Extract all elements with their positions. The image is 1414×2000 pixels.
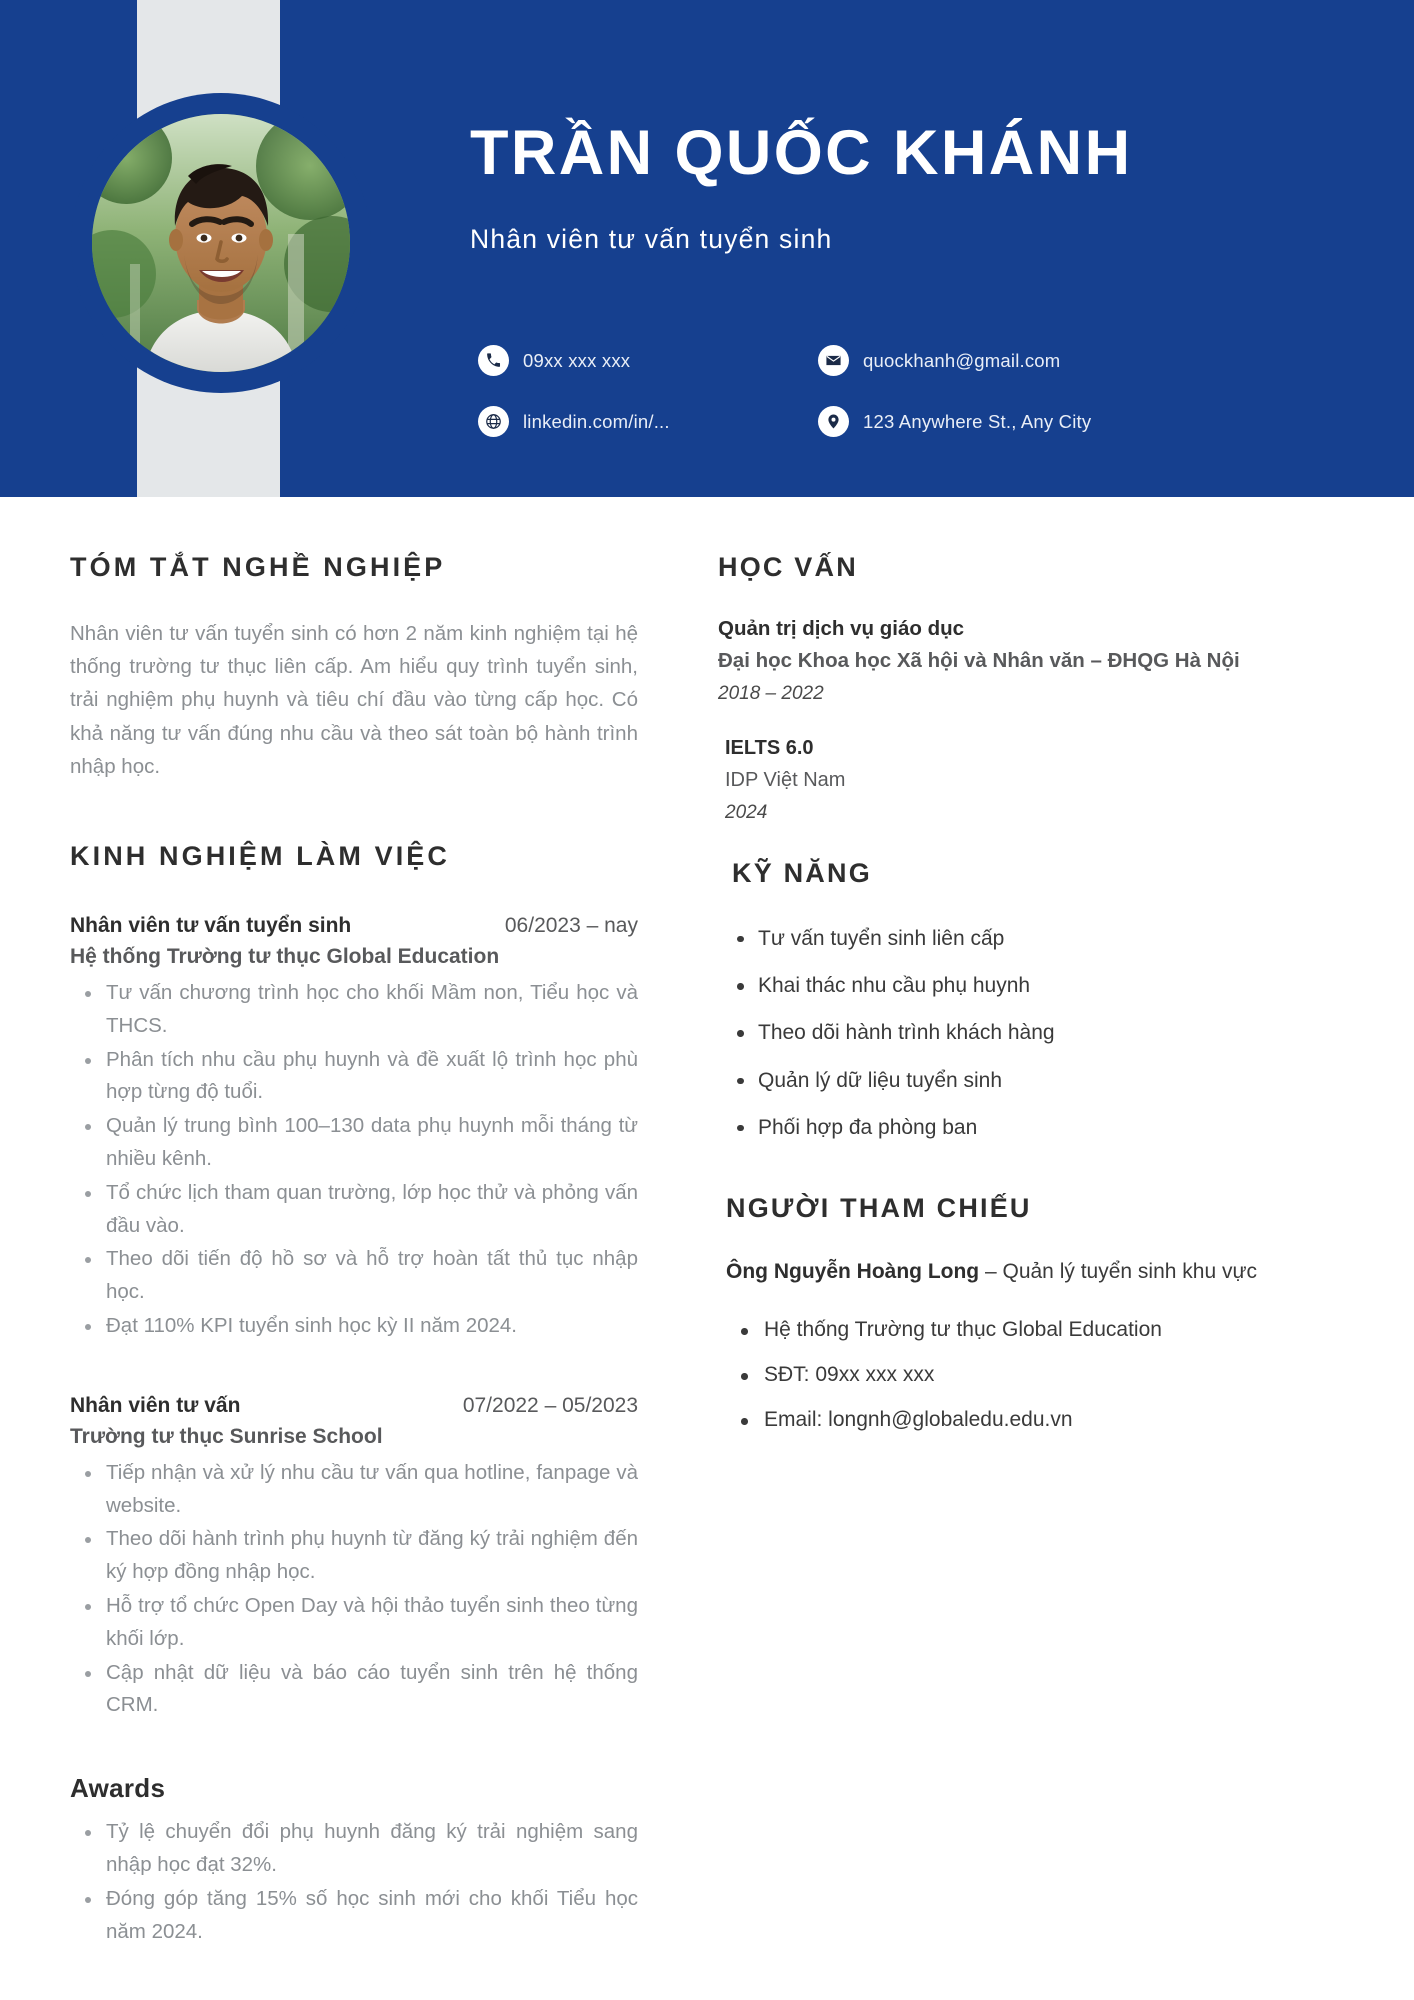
section-title-experience: KINH NGHIỆM LÀM VIỆC <box>70 841 451 872</box>
list-item: Tư vấn tuyển sinh liên cấp <box>758 915 1359 962</box>
list-item: Đóng góp tăng 15% số học sinh mới cho khối Tiểu học năm 2024. <box>104 1883 638 1949</box>
email-icon <box>818 345 849 376</box>
section-title-summary: TÓM TẮT NGHỀ NGHIỆP <box>70 552 446 582</box>
contact-phone[interactable] <box>478 345 818 376</box>
experience-organization: Trường tư thục Sunrise School <box>70 1424 383 1448</box>
profile-photo <box>92 114 350 372</box>
list-item: Quản lý trung bình 100–130 data phụ huynh mỗi tháng từ nhiều kênh. <box>104 1110 638 1176</box>
contact-linkedin[interactable] <box>478 406 818 437</box>
experience-bullets <box>70 977 638 1343</box>
page-title: TRẦN QUỐC KHÁNH <box>470 118 1133 188</box>
list-item: Tư vấn chương trình học cho khối Mầm non, Tiểu học và THCS. <box>104 977 638 1043</box>
left-column <box>0 497 700 1949</box>
section-title-skills: KỸ NĂNG <box>732 857 872 888</box>
list-item: Theo dõi hành trình khách hàng <box>758 1009 1359 1056</box>
list-item: Hệ thống Trường tư thục Global Education <box>764 1307 1359 1352</box>
education-school: Đại học Khoa học Xã hội và Nhân văn – ĐHQG Hà Nội <box>718 648 1240 672</box>
experience-header <box>70 1394 638 1418</box>
section-title-reference: NGƯỜI THAM CHIẾU <box>726 1193 1032 1224</box>
reference-name: Ông Nguyễn Hoàng Long <box>726 1260 980 1284</box>
certificate-year: 2024 <box>725 801 768 823</box>
certificate-item <box>718 732 1359 830</box>
contact-address[interactable] <box>818 406 1278 437</box>
job-role-subtitle: Nhân viên tư vấn tuyển sinh <box>470 224 833 255</box>
contact-list <box>478 345 1278 437</box>
experience-title: Nhân viên tư vấn tuyển sinh <box>70 914 352 938</box>
experience-bullets <box>70 1457 638 1722</box>
contact-address-text: 123 Anywhere St., Any City <box>863 410 1092 432</box>
section-title-education: HỌC VẤN <box>718 552 858 582</box>
header-identity <box>470 120 1370 255</box>
resume-body <box>0 497 1414 1949</box>
summary-text: Nhân viên tư vấn tuyển sinh có hơn 2 năm kinh nghiệm tại hệ thống trường tư thục liên cấp. Am hiểu quy trình tuyển sinh, trải nghiệm phụ huynh và tiêu chí đầu vào từng cấp học. Có khả năng tư vấn đúng nhu cầu và theo sát toàn bộ hành trình nhập học. <box>70 622 638 778</box>
linkedin-icon <box>478 406 509 437</box>
contact-phone-text: 09xx xxx xxx <box>523 349 631 371</box>
contact-email-text: quockhanh@gmail.com <box>863 349 1061 371</box>
education-years: 2018 – 2022 <box>718 682 824 704</box>
experience-date: 07/2022 – 05/2023 <box>462 1393 638 1417</box>
reference-person <box>718 1252 1359 1293</box>
list-item: Tổ chức lịch tham quan trường, lớp học thử và phỏng vấn đầu vào. <box>104 1177 638 1243</box>
section-title-awards: Awards <box>70 1773 166 1804</box>
list-item: Theo dõi tiến độ hồ sơ và hỗ trợ hoàn tất thủ tục nhập học. <box>104 1243 638 1309</box>
experience-date: 06/2023 – nay <box>504 914 638 938</box>
experience-header <box>70 914 638 938</box>
reference-details <box>718 1307 1359 1442</box>
portrait-illustration <box>92 114 350 372</box>
list-item: SĐT: 09xx xxx xxx <box>764 1352 1359 1397</box>
experience-title: Nhân viên tư vấn <box>70 1393 241 1417</box>
contact-linkedin-text: linkedin.com/in/... <box>523 410 670 432</box>
list-item: Theo dõi hành trình phụ huynh từ đăng ký trải nghiệm đến ký hợp đồng nhập học. <box>104 1523 638 1589</box>
list-item: Quản lý dữ liệu tuyển sinh <box>758 1057 1359 1104</box>
resume-header <box>0 0 1414 497</box>
certificate-name: IELTS 6.0 <box>725 736 814 759</box>
list-item: Cập nhật dữ liệu và báo cáo tuyển sinh trên hệ thống CRM. <box>104 1657 638 1723</box>
experience-organization: Hệ thống Trường tư thục Global Education <box>70 945 500 969</box>
phone-icon <box>478 345 509 376</box>
education-item <box>718 613 1359 710</box>
list-item: Hỗ trợ tổ chức Open Day và hội thảo tuyển sinh theo từng khối lớp. <box>104 1590 638 1656</box>
certificate-organization: IDP Việt Nam <box>725 768 846 791</box>
list-item: Phân tích nhu cầu phụ huynh và đề xuất lộ trình học phù hợp từng độ tuổi. <box>104 1044 638 1110</box>
location-icon <box>818 406 849 437</box>
right-column <box>700 497 1414 1949</box>
skills-list <box>718 915 1359 1151</box>
reference-role: – Quản lý tuyển sinh khu vực <box>979 1260 1258 1284</box>
list-item: Email: longnh@globaledu.edu.vn <box>764 1397 1359 1442</box>
list-item: Khai thác nhu cầu phụ huynh <box>758 962 1359 1009</box>
list-item: Đạt 110% KPI tuyển sinh học kỳ II năm 2024. <box>104 1310 638 1343</box>
contact-email[interactable] <box>818 345 1278 376</box>
list-item: Phối hợp đa phòng ban <box>758 1104 1359 1151</box>
list-item: Tỷ lệ chuyển đổi phụ huynh đăng ký trải nghiệm sang nhập học đạt 32%. <box>104 1816 638 1882</box>
list-item: Tiếp nhận và xử lý nhu cầu tư vấn qua hotline, fanpage và website. <box>104 1457 638 1523</box>
experience-item <box>70 914 638 1343</box>
education-degree: Quản trị dịch vụ giáo dục <box>718 617 965 640</box>
experience-item <box>70 1394 638 1722</box>
awards-bullets <box>70 1816 638 1948</box>
